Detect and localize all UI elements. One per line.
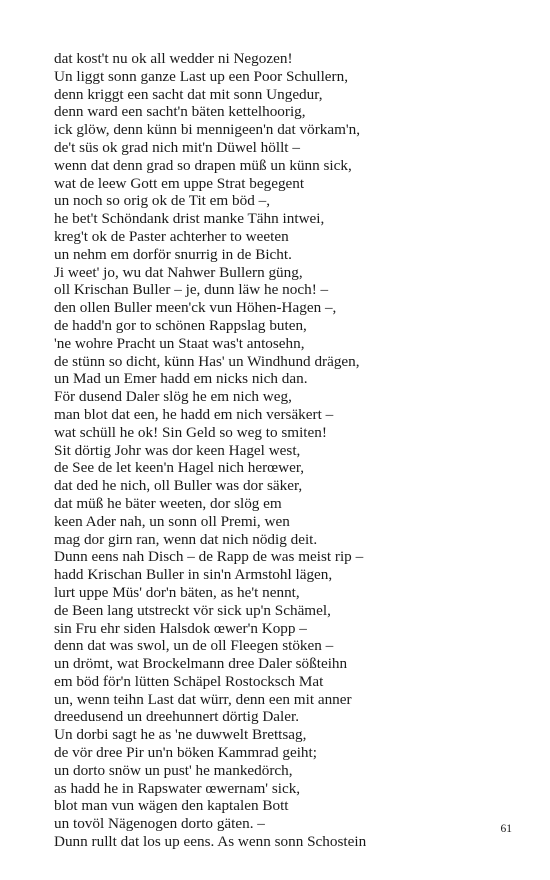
poem-line: un, wenn teihn Last dat würr, denn een mit anner [54,690,352,708]
poem-line: de't süs ok grad nich mit'n Düwel höllt – [54,138,300,156]
poem-line: as hadd he in Rapswater œwernam' sick, [54,779,301,797]
poem-line: denn kriggt een sacht dat mit sonn Ungedur, [54,85,323,103]
poem-line: dat ded he nich, oll Buller was dor säker, [54,477,303,495]
poem-line: För dusend Daler slög he em nich weg, [54,388,292,406]
poem-line: wat schüll he ok! Sin Geld so weg to smiten! [54,423,327,441]
poem-line: dat kost't nu ok all wedder ni Negozen! [54,50,293,67]
poem-line: wat de leew Gott em uppe Strat begegent [54,174,305,192]
poem-line: wenn dat denn grad so drapen müß un künn sick, [54,156,352,174]
poem-line: denn ward een sacht'n bäten kettelhoorig, [54,103,306,121]
poem-line: de See de let keen'n Hagel nich herœwer, [54,459,305,477]
poem-line: Un dorbi sagt he as 'ne duwwelt Brettsag, [54,726,307,744]
poem-line: un Mad un Emer hadd em nicks nich dan. [54,370,308,388]
poem-text [54,50,514,851]
poem-line: denn dat was swol, un de oll Fleegen stöken – [54,637,334,655]
poem-line: un dorto snöw un pust' he mankedörch, [54,761,293,779]
poem-line: un drömt, wat Brockelmann dree Daler sößteihn [54,655,348,673]
poem-line: sin Fru ehr siden Halsdok œwer'n Kopp – [54,619,307,637]
poem-line: Dunn rullt dat los up eens. As wenn sonn Schostein [54,833,367,851]
poem-line: blot man vun wägen den kaptalen Bott [54,797,289,815]
poem-line: Ji weet' jo, wu dat Nahwer Bullern güng, [54,263,303,281]
poem-line: de vör dree Pir un'n böken Kammrad geiht; [54,744,317,762]
poem-line: un tovöl Nägenogen dorto gäten. – [54,815,265,833]
poem-line: Dunn eens nah Disch – de Rapp de was meist rip – [54,548,364,566]
poem-line: den ollen Buller meen'ck vun Höhen-Hagen –, [54,299,337,317]
poem-line: dat müß he bäter weeten, dor slög em [54,494,282,512]
page-number: 61 [500,823,512,835]
poem-line: mag dor girn ran, wenn dat nich nödig deit. [54,530,318,548]
poem-line: oll Krischan Buller – je, dunn läw he noch! – [54,281,329,299]
poem-line: Sit dörtig Johr was dor keen Hagel west, [54,441,301,459]
poem-line: hadd Krischan Buller in sin'n Armstohl lägen, [54,566,333,584]
poem-line: man blot dat een, he hadd em nich versäkert – [54,405,334,423]
poem-line: de hadd'n gor to schönen Rappslag buten, [54,316,307,334]
poem-line: lurt uppe Müs' dor'n bäten, as he't nennt, [54,583,300,601]
poem-line: kreg't ok de Paster achterher to weeten [54,227,289,245]
poem-line: un nehm em dorför snurrig in de Bicht. [54,245,292,263]
poem-line: de Been lang utstreckt vör sick up'n Schämel, [54,601,331,619]
poem-line: em böd för'n lütten Schäpel Rostocksch Mat [54,672,324,690]
poem-line: un noch so orig ok de Tit em böd –, [54,192,271,210]
poem-line: 'ne wohre Pracht un Staat was't antosehn, [54,334,305,352]
poem-line: dreedusend un dreehunnert dörtig Daler. [54,708,300,726]
poem-line: keen Ader nah, un sonn oll Premi, wen [54,512,290,530]
poem-line: de stünn so dicht, künn Has' un Windhund drägen, [54,352,360,370]
poem-line: Un liggt sonn ganze Last up een Poor Schullern, [54,67,348,85]
poem-line: ick glöw, denn künn bi mennigeen'n dat vörkam'n, [54,121,361,139]
poem-line: he bet't Schöndank drist manke Tähn intwei, [54,210,325,228]
